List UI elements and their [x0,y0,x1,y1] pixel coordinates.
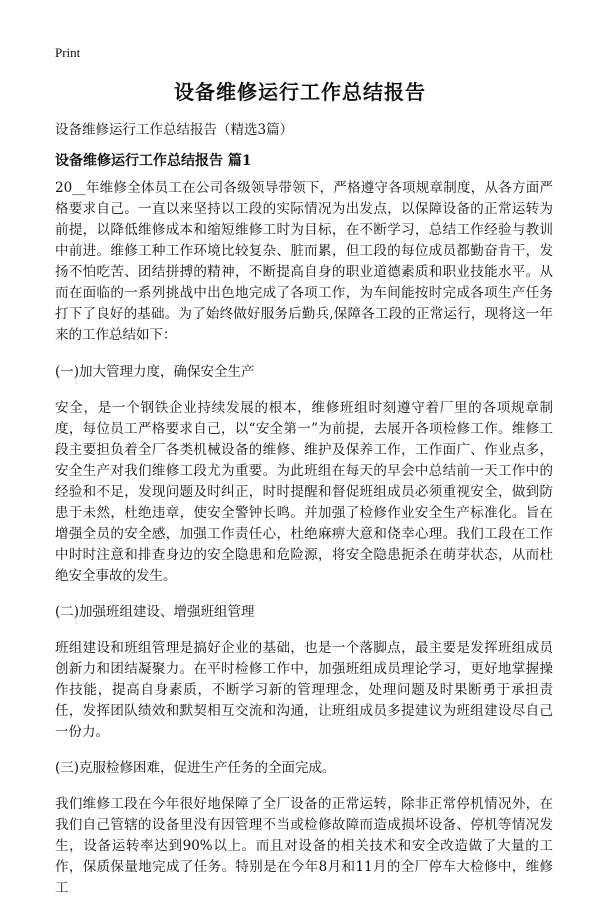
document-title: 设备维修运行工作总结报告 [174,80,426,104]
paragraph-maintenance: 我们维修工段在今年很好地保障了全厂设备的正常运转，除非正常停机情况外，在我们自己管辖的设备里没有因管理不当或检修故障而造成损坏设备、停机等情况发生，设备运转率达到90%以上。而且对设备的相关技术和安全改造做了大量的工作，保质保量地完成了任务。特别是在今年8月和11月的全厂停车大检修中，维修工 [55,796,553,896]
subheading-maintenance: (三)克服检修困难，促进生产任务的全面完成。 [55,760,336,776]
paragraph-team: 班组建设和班组管理是搞好企业的基础，也是一个落脚点，最主要是发挥班组成员创新力和团结凝聚力。在平时检修工作中，加强班组成员理论学习，更好地掌握操作技能，提高自身素质，不断学习新的管理理念，处理问题及时果断勇于承担责任，发挥团队绩效和默契相互交流和沟通，让班组成员多提建议为班组建设尽自己一份力。 [55,640,553,740]
document-body [55,178,553,914]
paragraph-safety: 安全，是一个钢铁企业持续发展的根本，维修班组时刻遵守着厂里的各项规章制度，每位员工严格要求自己，以“安全第一”为前提，去展开各项检修工作。维修工段主要担负着全厂各类机械设备的维修、维护及保养工作，工作面广、作业点多，安全生产对我们维修工段尤为重要。为此班组在每天的早会中总结前一天工作中的经验和不足，发现问题及时纠正，时时提醒和督促班组成员必须重视安全，做到防患于未然，杜绝违章，使安全警钟长鸣。并加强了检修作业安全生产标准化。旨在增强全员的安全感，加强工作责任心，杜绝麻痹大意和侥幸心理。我们工段在工作中时时注意和排查身边的安全隐患和危险源，将安全隐患扼杀在萌芽状态，从而杜绝安全事故的发生。 [55,400,553,584]
paragraph-intro: 20__年维修全体员工在公司各级领导带领下，严格遵守各项规章制度，从各方面严格要求自己。一直以来坚持以工段的实际情况为出发点，以保障设备的正常运转为前提，以降低维修成本和缩短维修工时为目标，在不断学习，总结工作经验与教训中前进。维修工种工作环境比较复杂、脏而累，但工段的每位成员都勤奋肯干，发扬不怕吃苦、团结拼搏的精神，不断提高自身的职业道德素质和职业技能水平。从而在面临的一系列挑战中出色地完成了各项工作，为车间能按时完成各项生产任务打下了良好的基础。为了始终做好服务后勤兵,保障各工段的正常运行，现将这一年来的工作总结如下： [55,180,553,343]
subheading-team: (二)加强班组建设、增强班组管理 [55,604,255,620]
document-subtitle: 设备维修运行工作总结报告（精选3篇） [55,122,294,138]
print-link[interactable]: Print [55,45,81,60]
subheading-safety: (一)加大管理力度，确保安全生产 [55,364,255,380]
section-heading: 设备维修运行工作总结报告 篇1 [55,153,252,169]
